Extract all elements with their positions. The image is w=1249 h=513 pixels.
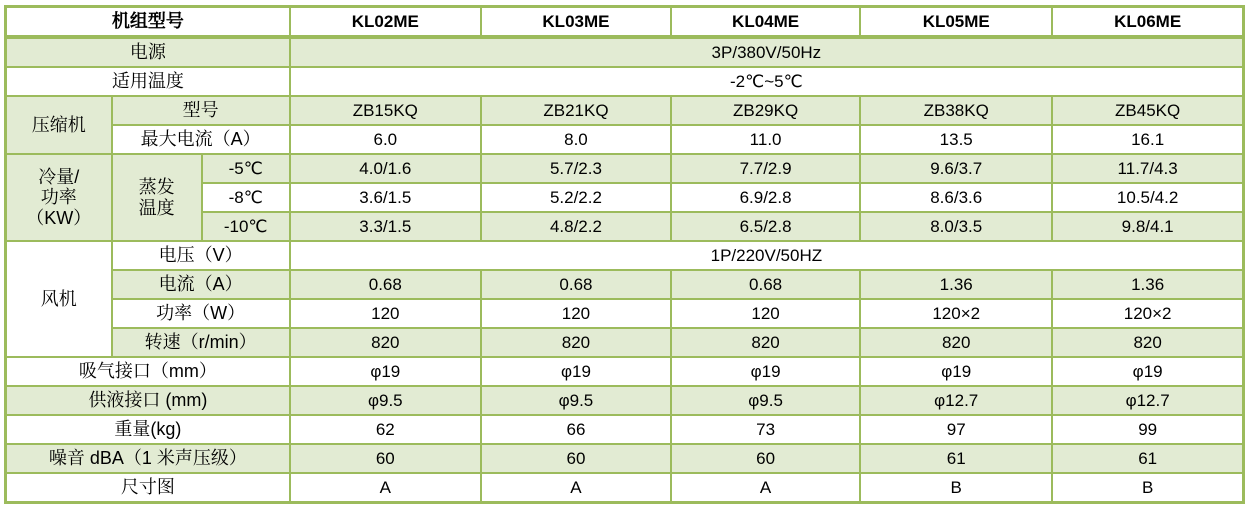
liquid-port-label: 供液接口 (mm) <box>6 386 290 415</box>
fan-power-row <box>6 299 1244 328</box>
noise-label: 噪音 dBA（1 米声压级） <box>6 444 290 473</box>
suction-port-value: φ19 <box>1052 357 1243 386</box>
weight-value: 73 <box>671 415 860 444</box>
capacity-value: 3.6/1.5 <box>290 183 481 212</box>
header-row <box>6 7 1244 38</box>
fan-current-label: 电流（A） <box>112 270 290 299</box>
compressor-model-label: 型号 <box>112 96 290 125</box>
power-supply-row <box>6 37 1244 67</box>
capacity-value: 6.5/2.8 <box>671 212 860 241</box>
corner-label: 机组型号 <box>6 7 290 38</box>
spec-table <box>4 5 1245 504</box>
fan-label: 风机 <box>6 241 112 357</box>
fan-power-value: 120 <box>671 299 860 328</box>
fan-power-label: 功率（W） <box>112 299 290 328</box>
weight-value: 66 <box>481 415 671 444</box>
model-header: KL03ME <box>481 7 671 38</box>
fan-speed-value: 820 <box>481 328 671 357</box>
fan-current-value: 1.36 <box>860 270 1052 299</box>
weight-value: 97 <box>860 415 1052 444</box>
fan-power-value: 120×2 <box>1052 299 1243 328</box>
fan-voltage-row <box>6 241 1244 270</box>
fan-speed-value: 820 <box>290 328 481 357</box>
capacity-value: 5.2/2.2 <box>481 183 671 212</box>
liquid-port-value: φ12.7 <box>860 386 1052 415</box>
suction-port-value: φ19 <box>481 357 671 386</box>
evap-temp-minus10: -10℃ <box>202 212 290 241</box>
compressor-model-value: ZB29KQ <box>671 96 860 125</box>
compressor-model-value: ZB15KQ <box>290 96 481 125</box>
max-current-label: 最大电流（A） <box>112 125 290 154</box>
fan-speed-row <box>6 328 1244 357</box>
fan-power-value: 120×2 <box>860 299 1052 328</box>
suction-port-value: φ19 <box>860 357 1052 386</box>
evap-temp-minus8: -8℃ <box>202 183 290 212</box>
weight-row <box>6 415 1244 444</box>
model-header: KL02ME <box>290 7 481 38</box>
liquid-port-value: φ9.5 <box>671 386 860 415</box>
dimension-drawing-row <box>6 473 1244 503</box>
weight-value: 62 <box>290 415 481 444</box>
capacity-value: 11.7/4.3 <box>1052 154 1243 183</box>
fan-current-value: 0.68 <box>481 270 671 299</box>
max-current-value: 8.0 <box>481 125 671 154</box>
fan-current-value: 0.68 <box>290 270 481 299</box>
capacity-value: 10.5/4.2 <box>1052 183 1243 212</box>
compressor-label: 压缩机 <box>6 96 112 154</box>
capacity-value: 7.7/2.9 <box>671 154 860 183</box>
capacity-value: 4.8/2.2 <box>481 212 671 241</box>
compressor-model-value: ZB38KQ <box>860 96 1052 125</box>
fan-speed-label: 转速（r/min） <box>112 328 290 357</box>
max-current-value: 11.0 <box>671 125 860 154</box>
max-current-value: 16.1 <box>1052 125 1243 154</box>
capacity-power-label: 冷量/ 功率 （KW） <box>6 154 112 241</box>
dimension-drawing-label: 尺寸图 <box>6 473 290 503</box>
compressor-model-row <box>6 96 1244 125</box>
evap-temp-label: 蒸发温度 <box>112 154 202 241</box>
power-supply-value: 3P/380V/50Hz <box>290 37 1244 67</box>
dimension-drawing-value: A <box>290 473 481 503</box>
weight-label: 重量(kg) <box>6 415 290 444</box>
capacity-value: 5.7/2.3 <box>481 154 671 183</box>
fan-speed-value: 820 <box>671 328 860 357</box>
weight-value: 99 <box>1052 415 1243 444</box>
dimension-drawing-value: A <box>481 473 671 503</box>
dimension-drawing-value: B <box>1052 473 1243 503</box>
compressor-model-value: ZB45KQ <box>1052 96 1243 125</box>
model-header: KL05ME <box>860 7 1052 38</box>
noise-value: 60 <box>290 444 481 473</box>
fan-power-value: 120 <box>290 299 481 328</box>
compressor-max-current-row <box>6 125 1244 154</box>
capacity-row-minus5 <box>6 154 1244 183</box>
fan-power-value: 120 <box>481 299 671 328</box>
noise-value: 61 <box>860 444 1052 473</box>
noise-value: 61 <box>1052 444 1243 473</box>
capacity-value: 6.9/2.8 <box>671 183 860 212</box>
fan-current-row <box>6 270 1244 299</box>
dimension-drawing-value: A <box>671 473 860 503</box>
capacity-value: 8.6/3.6 <box>860 183 1052 212</box>
fan-current-value: 1.36 <box>1052 270 1243 299</box>
noise-row <box>6 444 1244 473</box>
evap-temp-minus5: -5℃ <box>202 154 290 183</box>
suction-port-value: φ19 <box>671 357 860 386</box>
capacity-value: 4.0/1.6 <box>290 154 481 183</box>
noise-value: 60 <box>671 444 860 473</box>
noise-value: 60 <box>481 444 671 473</box>
suction-port-value: φ19 <box>290 357 481 386</box>
liquid-port-value: φ12.7 <box>1052 386 1243 415</box>
max-current-value: 13.5 <box>860 125 1052 154</box>
max-current-value: 6.0 <box>290 125 481 154</box>
model-header: KL04ME <box>671 7 860 38</box>
operating-temp-label: 适用温度 <box>6 67 290 96</box>
fan-current-value: 0.68 <box>671 270 860 299</box>
fan-speed-value: 820 <box>860 328 1052 357</box>
power-supply-label: 电源 <box>6 37 290 67</box>
capacity-value: 9.8/4.1 <box>1052 212 1243 241</box>
fan-voltage-label: 电压（V） <box>112 241 290 270</box>
liquid-port-row <box>6 386 1244 415</box>
operating-temp-value: -2℃~5℃ <box>290 67 1244 96</box>
suction-port-row <box>6 357 1244 386</box>
model-header: KL06ME <box>1052 7 1243 38</box>
fan-speed-value: 820 <box>1052 328 1243 357</box>
fan-voltage-value: 1P/220V/50HZ <box>290 241 1244 270</box>
liquid-port-value: φ9.5 <box>290 386 481 415</box>
dimension-drawing-value: B <box>860 473 1052 503</box>
capacity-value: 3.3/1.5 <box>290 212 481 241</box>
suction-port-label: 吸气接口（mm） <box>6 357 290 386</box>
liquid-port-value: φ9.5 <box>481 386 671 415</box>
operating-temp-row <box>6 67 1244 96</box>
capacity-value: 8.0/3.5 <box>860 212 1052 241</box>
capacity-value: 9.6/3.7 <box>860 154 1052 183</box>
compressor-model-value: ZB21KQ <box>481 96 671 125</box>
